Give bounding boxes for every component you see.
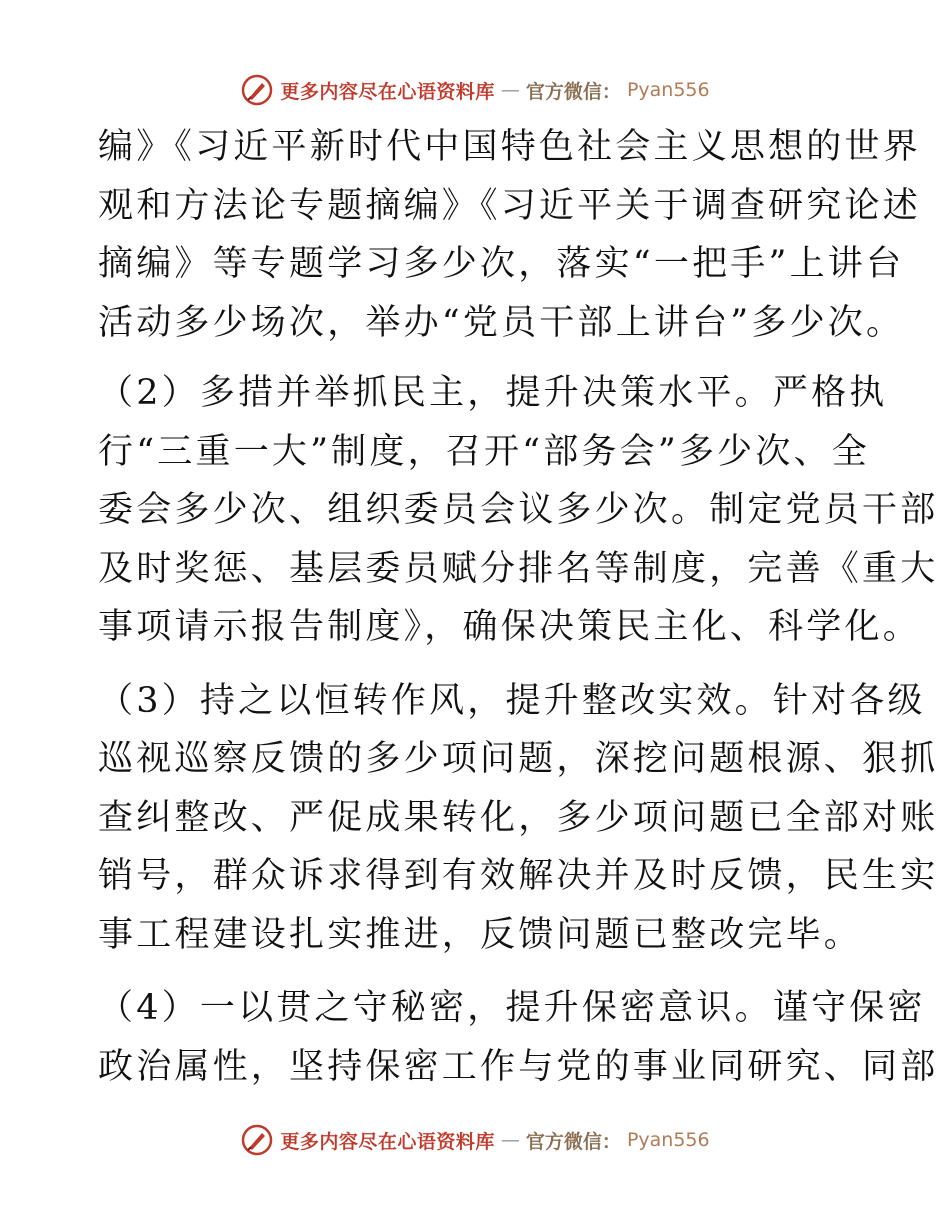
watermark-main-text: 更多内容尽在心语资料库 <box>280 80 495 103</box>
text-line: 及时奖惩、基层委员赋分排名等制度，完善《重大 <box>98 548 939 589</box>
paragraph-item-4 <box>98 979 939 1096</box>
text-line: 巡视巡察反馈的多少项问题，深挖问题根源、狠抓 <box>98 739 939 779</box>
text-line: 观和方法论专题摘编》《习近平关于调查研究论述 <box>98 185 921 226</box>
watermark-main-text: 更多内容尽在心语资料库 <box>280 1130 495 1153</box>
watermark-wechat-label: 官方微信： <box>525 1130 621 1153</box>
text-line: 编》《习近平新时代中国特色社会主义思想的世界 <box>98 127 921 167</box>
text-line: （3）持之以恒转作风，提升整改实效。针对各级 <box>98 680 926 721</box>
document-body <box>98 118 939 1111</box>
text-line: 活动多少场次，举办“党员干部上讲台”多少次。 <box>98 302 905 343</box>
text-line: 摘编》等专题学习多少次，落实“一把手”上讲台 <box>98 244 905 284</box>
paragraph-continuation <box>98 118 921 352</box>
watermark-dash: — <box>500 79 520 101</box>
quill-logo-icon <box>240 1123 274 1157</box>
text-line: （4）一以贯之守秘密，提升保密意识。谨守保密 <box>98 988 926 1028</box>
quill-logo-icon <box>240 73 274 107</box>
text-line: （2）多措并举抓民主，提升决策水平。严格执 <box>98 373 888 413</box>
text-line: 查纠整改、严促成果转化，多少项问题已全部对账 <box>98 797 939 838</box>
paragraph-item-2 <box>98 364 939 657</box>
text-line: 销号，群众诉求得到有效解决并及时反馈，民生实 <box>98 856 939 896</box>
text-line: 事工程建设扎实推进，反馈问题已整改完毕。 <box>98 914 863 955</box>
watermark-wechat-label: 官方微信： <box>525 80 621 103</box>
text-line: 行“三重一大”制度，召开“部务会”多少次、全 <box>98 431 870 472</box>
watermark-dash: — <box>500 1129 520 1151</box>
text-line: 事项请示报告制度》，确保决策民主化、科学化。 <box>98 607 921 647</box>
watermark-wechat-id: Pyan556 <box>626 79 710 101</box>
watermark-wechat-id: Pyan556 <box>626 1129 710 1151</box>
header-watermark <box>0 70 950 110</box>
paragraph-item-3 <box>98 672 939 965</box>
text-line: 委会多少次、组织委员会议多少次。制定党员干部 <box>98 490 939 530</box>
text-line: 政治属性，坚持保密工作与党的事业同研究、同部 <box>98 1046 939 1087</box>
footer-watermark <box>0 1120 950 1160</box>
